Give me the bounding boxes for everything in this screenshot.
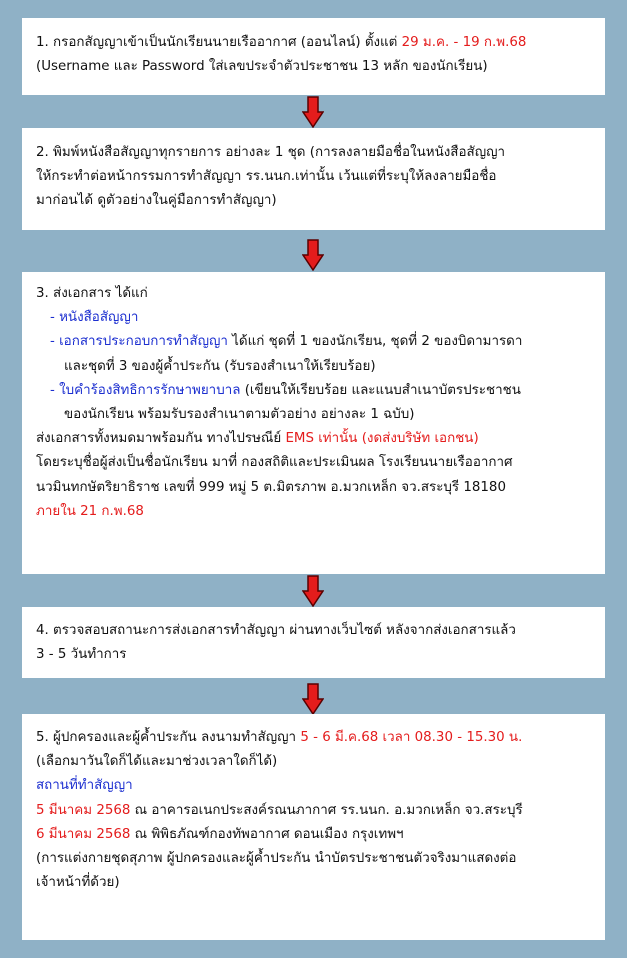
step-2-box — [22, 128, 605, 230]
step-5-line-2: (เลือกมาวันใดก็ได้และมาช่วงเวลาใดก็ได้) — [36, 754, 278, 770]
step-3-item-medical-label: - ใบคำร้องสิทธิการรักษาพยาบาล — [50, 382, 241, 398]
step-1-date-range: 29 ม.ค. - 19 ก.พ.68 — [401, 35, 527, 50]
step-5-venue-2-date: 6 มีนาคม 2568 — [36, 826, 131, 842]
step-3-address-2: นวมินทกษัตริยาธิราช เลขที่ 999 หมู่ 5 ต.มิตรภาพ อ.มวกเหล็ก จว.สระบุรี 18180 — [36, 479, 506, 495]
step-5-line-1 — [36, 726, 591, 750]
step-5-text: 5. ผู้ปกครองและผู้ค้ำประกัน ลงนามทำสัญญา — [36, 730, 301, 745]
step-3-box — [22, 272, 605, 574]
step-5-venue-1 — [36, 799, 591, 823]
step-3-item-documents — [36, 330, 591, 354]
step-5-venue-1-date: 5 มีนาคม 2568 — [36, 802, 131, 818]
step-5-note-2: เจ้าหน้าที่ด้วย) — [36, 875, 120, 891]
step-3-heading: 3. ส่งเอกสาร ได้แก่ — [36, 286, 148, 301]
step-5-venue-2 — [36, 823, 591, 847]
step-2-line-3: มาก่อนได้ ดูตัวอย่างในคู่มือการทำสัญญา) — [36, 193, 277, 209]
step-1-box — [22, 18, 605, 95]
step-3-send-text: ส่งเอกสารทั้งหมดมาพร้อมกัน ทางไปรษณีย์ — [36, 431, 286, 447]
step-3-item-documents-label: - เอกสารประกอบการทำสัญญา — [50, 334, 228, 350]
step-3-item-documents-detail: ได้แก่ ชุดที่ 1 ของนักเรียน, ชุดที่ 2 ของบิดามารดา — [227, 334, 523, 350]
step-3-ems-only: EMS เท่านั้น (งดส่งบริษัท เอกชน) — [285, 431, 479, 447]
step-3-deadline: ภายใน 21 ก.พ.68 — [36, 503, 144, 519]
step-4-line-1: 4. ตรวจสอบสถานะการส่งเอกสารทำสัญญา ผ่านทางเว็บไซต์ หลังจากส่งเอกสารแล้ว — [36, 623, 516, 638]
step-3-item-medical-line-2: ของนักเรียน พร้อมรับรองสำเนาตามตัวอย่าง อย่างละ 1 ฉบับ) — [64, 407, 415, 423]
down-arrow-icon — [302, 96, 324, 128]
down-arrow-icon — [302, 575, 324, 607]
step-5-venue-title: สถานที่ทำสัญญา — [36, 778, 133, 794]
step-1-line-2: (Username และ Password ใส่เลขประจำตัวประชาชน 13 หลัก ของนักเรียน) — [36, 59, 488, 75]
step-5-date-time: 5 - 6 มี.ค.68 เวลา 08.30 - 15.30 น. — [300, 730, 523, 745]
step-3-item-medical-detail: (เขียนให้เรียบร้อย และแนบสำเนาบัตรประชาชน — [240, 382, 521, 398]
step-5-note-1: (การแต่งกายชุดสุภาพ ผู้ปกครองและผู้ค้ำประกัน นำบัตรประชาชนตัวจริงมาแสดงต่อ — [36, 851, 517, 867]
step-2-line-1: 2. พิมพ์หนังสือสัญญาทุกรายการ อย่างละ 1 ชุด (การลงลายมือชื่อในหนังสือสัญญา — [36, 145, 506, 160]
down-arrow-icon — [302, 239, 324, 271]
step-5-box — [22, 714, 605, 940]
step-2-line-2: ให้กระทำต่อหน้ากรรมการทำสัญญา รร.นนก.เท่านั้น เว้นแต่ที่ระบุให้ลงลายมือชื่อ — [36, 169, 497, 185]
step-4-box — [22, 607, 605, 678]
step-3-address-1: โดยระบุชื่อผู้ส่งเป็นชื่อนักเรียน มาที่ กองสถิติและประเมินผล โรงเรียนนายเรืออากาศ — [36, 455, 513, 471]
step-3-item-documents-line-2: และชุดที่ 3 ของผู้ค้ำประกัน (รับรองสำเนาให้เรียบร้อย) — [64, 358, 376, 374]
step-3-item-medical — [36, 379, 591, 403]
step-4-line-2: 3 - 5 วันทำการ — [36, 647, 127, 663]
step-3-item-contract — [36, 306, 591, 330]
step-1-line-1 — [36, 31, 591, 55]
down-arrow-icon — [302, 683, 324, 715]
step-5-venue-2-place: ณ พิพิธภัณฑ์กองทัพอากาศ ดอนเมือง กรุงเทพฯ — [130, 826, 404, 842]
step-1-text: 1. กรอกสัญญาเข้าเป็นนักเรียนนายเรืออากาศ (ออนไลน์) ตั้งแต่ — [36, 35, 402, 50]
step-3-send-method — [36, 427, 591, 451]
step-5-venue-1-place: ณ อาคารอเนกประสงค์รณนภากาศ รร.นนก. อ.มวกเหล็ก จว.สระบุรี — [130, 802, 523, 818]
step-3-item-contract-label: - หนังสือสัญญา — [50, 310, 139, 326]
